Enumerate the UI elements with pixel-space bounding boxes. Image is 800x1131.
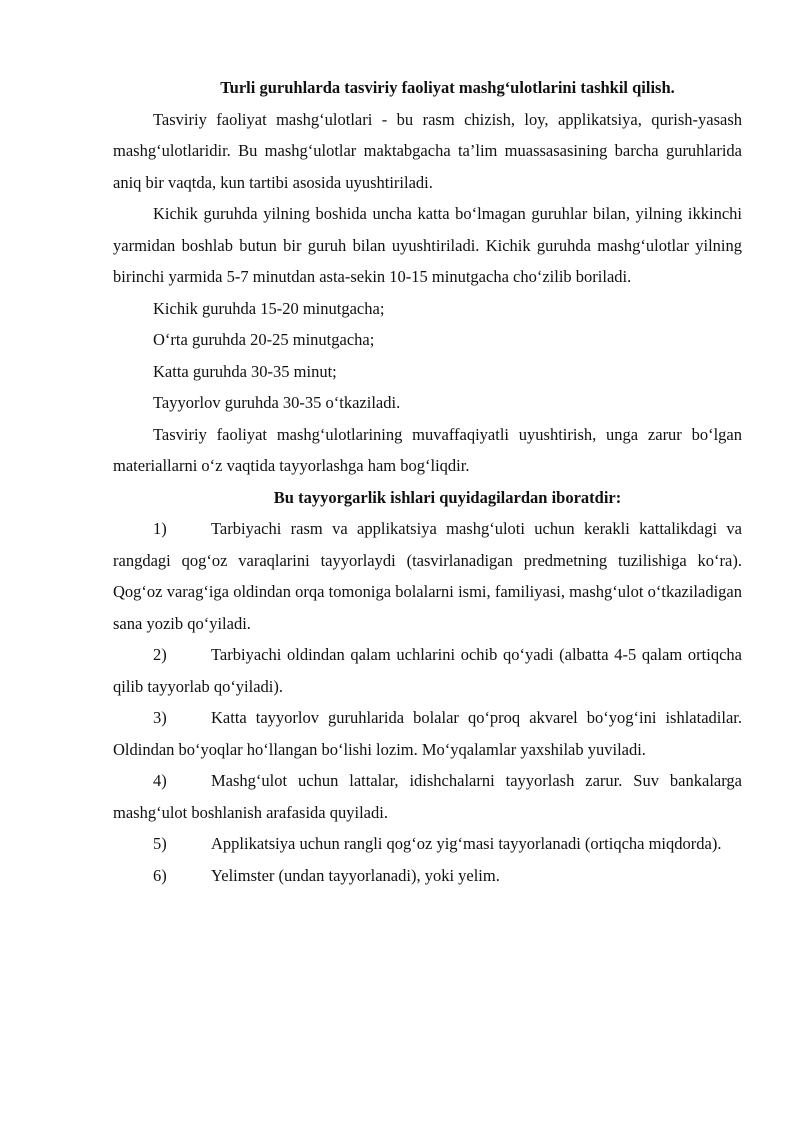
list-item-number: 1) [153, 519, 167, 538]
document-title: Turli guruhlarda tasviriy faoliyat mashg‘ulotlarini tashkil qilish. [220, 78, 675, 97]
duration-senior-group: Katta guruhda 30-35 minut; [153, 361, 337, 381]
list-item [113, 702, 742, 765]
list-item-number: 4) [153, 771, 167, 790]
list-item-number: 5) [153, 834, 167, 853]
section-subtitle: Bu tayyorgarlik ishlari quyidagilardan iboratdir: [273, 487, 622, 507]
list-item [113, 860, 742, 892]
duration-preparatory-group: Tayyorlov guruhda 30-35 o‘tkaziladi. [153, 393, 401, 412]
duration-middle-group: O‘rta guruhda 20-25 minutgacha; [153, 330, 375, 349]
list-item-number: 3) [153, 708, 167, 727]
paragraph-intro: Tasviriy faoliyat mashg‘ulotlari - bu rasm chizish, loy, applikatsiya, qurish-yasash mashg‘ulotlaridir. Bu mashg‘ulotlar maktabgacha ta’lim muassasasining barcha guruhlarida aniq bir vaqtda, kun tartibi asosida uyushtiriladi. [113, 109, 742, 192]
paragraph-small-group: Kichik guruhda yilning boshida uncha katta bo‘lmagan guruhlar bilan, yilning ikkinchi yarmidan boshlab butun bir guruh bilan uyushtiriladi. Kichik guruhda mashg‘ulotlar yilning birinchi yarmida 5-7 minutdan asta-sekin 10-15 minutgacha cho‘zilib boriladi. [113, 204, 742, 286]
list-item [113, 828, 742, 860]
list-item-text: Katta tayyorlov guruhlarida bolalar qo‘proq akvarel bo‘yog‘ini ishlatadilar. Oldindan bo‘yoqlar ho‘llangan bo‘lishi lozim. Mo‘yqalamlar yaxshilab yuviladi. [113, 708, 742, 759]
paragraph-closing: Tasviriy faoliyat mashg‘ulotlarining muvaffaqiyatli uyushtirish, unga zarur bo‘lgan materiallarni o‘z vaqtida tayyorlashga ham bog‘liqdir. [113, 424, 742, 475]
list-item-text: Applikatsiya uchun rangli qog‘oz yig‘masi tayyorlanadi (ortiqcha miqdorda). [211, 834, 722, 853]
list-item-number: 2) [153, 645, 167, 664]
list-item-text: Tarbiyachi rasm va applikatsiya mashg‘uloti uchun kerakli kattalikdagi va rangdagi qog‘oz varaqlarini tayyorlaydi (tasvirlanadigan predmetning tuzilishiga ko‘ra). Qog‘oz varag‘iga oldindan orqa tomoniga bolalarni ismi, familiyasi, mashg‘ulot o‘tkaziladigan sana yozib qo‘yiladi. [113, 519, 742, 633]
list-item [113, 765, 742, 828]
document-page [113, 72, 742, 891]
list-item [113, 639, 742, 702]
list-item-text: Mashg‘ulot uchun lattalar, idishchalarni tayyorlash zarur. Suv bankalarga mashg‘ulot boshlanish arafasida quyiladi. [113, 771, 742, 822]
duration-small-group: Kichik guruhda 15-20 minutgacha; [153, 298, 385, 318]
list-item-number: 6) [153, 865, 167, 885]
list-item-text: Yelimster (undan tayyorlanadi), yoki yelim. [211, 865, 500, 885]
list-item [113, 513, 742, 639]
list-item-text: Tarbiyachi oldindan qalam uchlarini ochib qo‘yadi (albatta 4-5 qalam ortiqcha qilib tayyorlab qo‘yiladi). [113, 645, 742, 696]
